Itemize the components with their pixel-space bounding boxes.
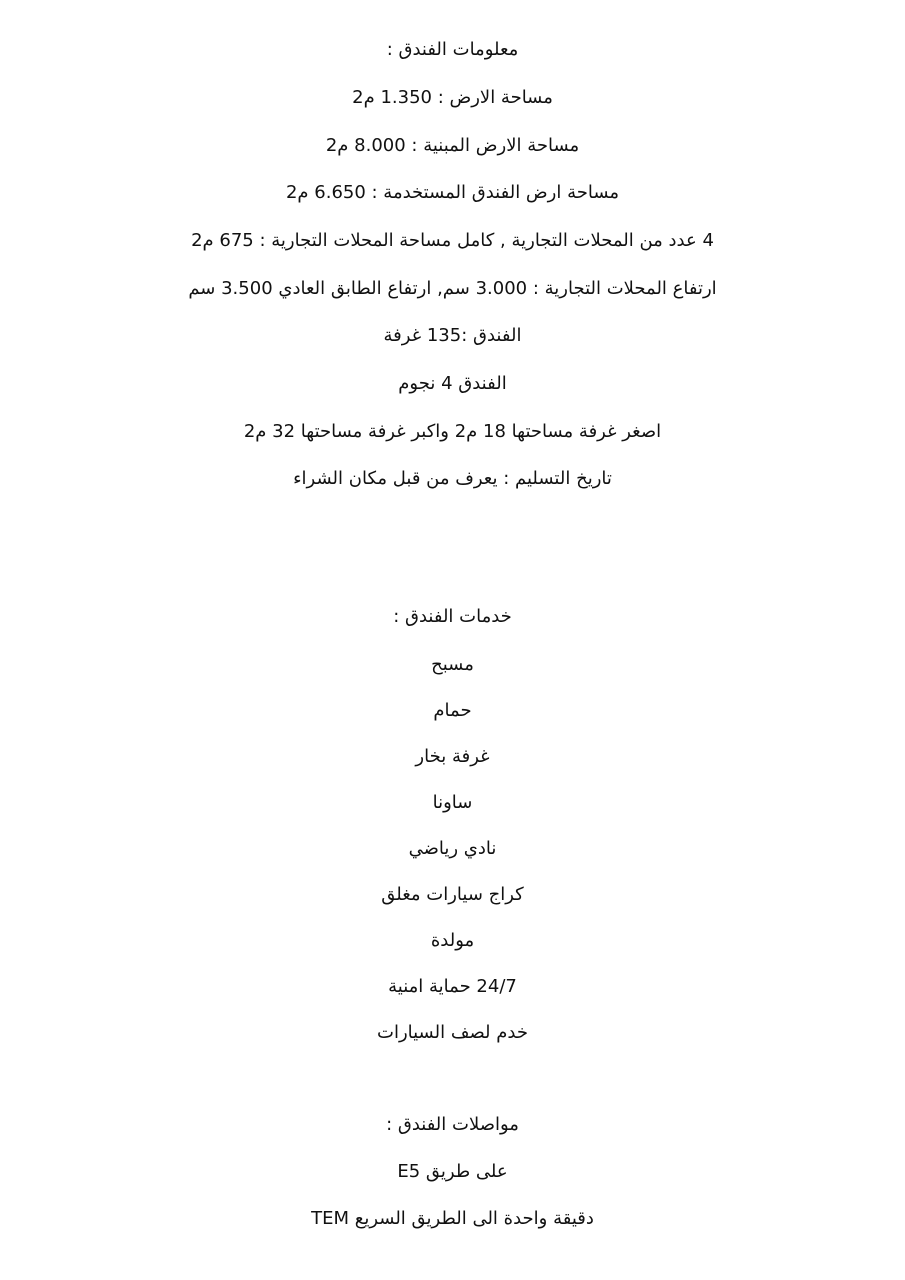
service-item: 24/7 حماية امنية (388, 976, 517, 997)
service-item: حمام (433, 700, 472, 721)
service-item: خدم لصف السيارات (377, 1022, 528, 1043)
road-info: على طريق E5 (397, 1161, 508, 1182)
service-item: مولدة (430, 930, 475, 951)
service-item: نادي رياضي (408, 838, 497, 859)
hotel-info-heading: معلومات الفندق : (386, 39, 519, 60)
delivery-date: تاريخ التسليم : يعرف من قبل مكان الشراء (293, 468, 612, 489)
heights-info: ارتفاع المحلات التجارية : 3.000 سم, ارتفاع الطابق العادي 3.500 سم (188, 278, 717, 299)
rooms-count: الفندق :135 غرفة (383, 325, 522, 346)
shops-info: 4 عدد من المحلات التجارية , كامل مساحة المحلات التجارية : 675 م2 (191, 230, 714, 251)
service-item: غرفة بخار (415, 746, 490, 767)
hotel-location-heading: مواصلات الفندق : (386, 1114, 519, 1135)
built-area: مساحة الارض المبنية : 8.000 م2 (325, 135, 580, 156)
service-item: ساونا (432, 792, 473, 813)
service-item: مسبح (431, 654, 474, 675)
star-rating: الفندق 4 نجوم (398, 373, 507, 394)
room-sizes: اصغر غرفة مساحتها 18 م2 واكبر غرفة مساحتها 32 م2 (243, 421, 662, 442)
service-item: كراج سيارات مغلق (381, 884, 524, 905)
land-area: مساحة الارض : 1.350 م2 (352, 87, 553, 108)
highway-info: دقيقة واحدة الى الطريق السريع TEM (311, 1208, 594, 1229)
hotel-services-heading: خدمات الفندق : (393, 606, 512, 627)
used-area: مساحة ارض الفندق المستخدمة : 6.650 م2 (285, 182, 620, 203)
